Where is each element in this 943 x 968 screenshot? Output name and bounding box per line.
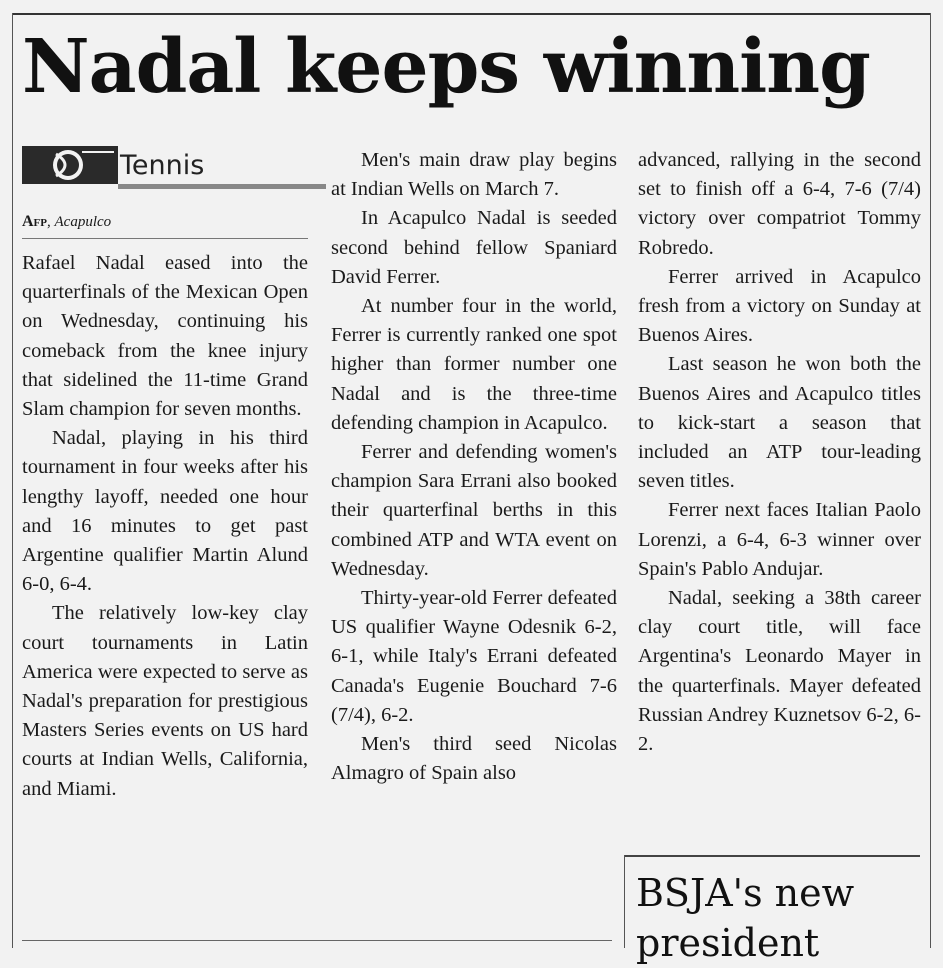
top-rule xyxy=(12,13,931,15)
paragraph: In Acapulco Nadal is seeded second behind fellow Spaniard David Ferrer. xyxy=(331,207,617,288)
section-bar xyxy=(22,146,308,202)
bottom-rule xyxy=(22,940,612,941)
column-2 xyxy=(331,146,617,788)
column-1 xyxy=(22,146,308,804)
paragraph: Ferrer and defending women's champion Sara Errani also booked their quarterfinal berths in this combined ATP and WTA event on Wednesday. xyxy=(331,441,617,580)
next-article-vrule xyxy=(624,855,625,948)
paragraph: Nadal, seeking a 38th career clay court title, will face Argentina's Leonardo Mayer in the quarterfinals. Mayer defeated Russian Andrey Kuznetsov 6-2, 6-2. xyxy=(638,587,921,756)
section-underline xyxy=(118,184,326,189)
byline-agency: Afp xyxy=(22,213,47,230)
right-rule xyxy=(930,13,931,948)
paragraph: At number four in the world, Ferrer is currently ranked one spot higher than former number one Nadal and is the three-time defending champion in Acapulco. xyxy=(331,295,617,434)
byline: Afp, Acapulco xyxy=(22,212,308,239)
tennis-ball-icon xyxy=(22,146,118,184)
paragraph: Nadal, playing in his third tournament in four weeks after his lengthy layoff, needed one hour and 16 minutes to get past Argentine qualifier Martin Alund 6-0, 6-4. xyxy=(22,427,308,596)
left-rule xyxy=(12,13,13,948)
section-label: Tennis xyxy=(120,150,205,181)
paragraph: Rafael Nadal eased into the quarterfinals of the Mexican Open on Wednesday, continuing his comeback from the knee injury that sidelined the 11-time Grand Slam champion for seven months. xyxy=(22,252,308,421)
column-3 xyxy=(638,146,921,759)
paragraph: Ferrer arrived in Acapulco fresh from a victory on Sunday at Buenos Aires. xyxy=(638,265,921,347)
paragraph: The relatively low-key clay court tournaments in Latin America were expected to serve as Nadal's preparation for prestigious Masters Series events on US hard courts at Indian Wells, California, and Miami. xyxy=(22,602,308,800)
paragraph: advanced, rallying in the second set to finish off a 6-4, 7-6 (7/4) victory over compatriot Tommy Robredo. xyxy=(638,149,921,259)
paragraph: Last season he won both the Buenos Aires and Acapulco titles to kick-start a season that included an ATP tour-leading seven titles. xyxy=(638,353,921,493)
paragraph: Men's third seed Nicolas Almagro of Spain also xyxy=(331,733,617,785)
paragraph: Men's main draw play begins at Indian Wells on March 7. xyxy=(331,149,617,201)
paragraph: Ferrer next faces Italian Paolo Lorenzi, a 6-4, 6-3 winner over Spain's Pablo Andujar. xyxy=(638,499,921,580)
paragraph: Thirty-year-old Ferrer defeated US qualifier Wayne Odesnik 6-2, 6-1, while Italy's Errani defeated Canada's Eugenie Bouchard 7-6 (7/4), 6-2. xyxy=(331,587,617,726)
byline-place: Acapulco xyxy=(54,214,112,230)
next-article-rule xyxy=(624,855,920,857)
headline: Nadal keeps winning xyxy=(22,24,870,110)
next-article-headline: BSJA's new president xyxy=(636,871,855,965)
